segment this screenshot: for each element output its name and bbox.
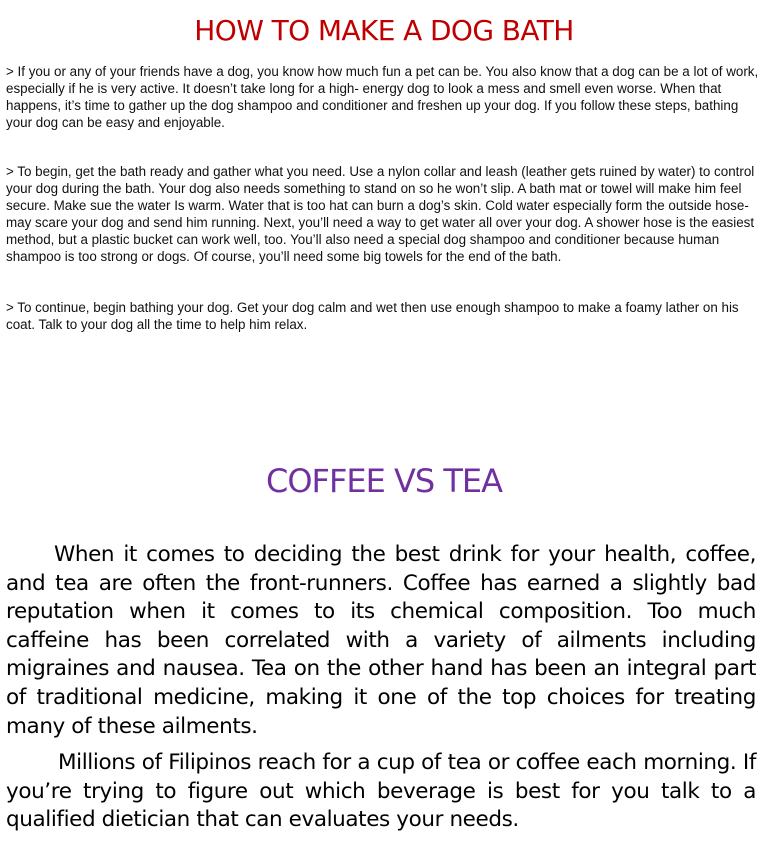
coffee-tea-paragraph-filipinos: Millions of Filipinos reach for a cup of tea or coffee each morning. If you’re trying to figure out which beverage is best for you talk to a qualified dietician that can evaluates your needs. — [6, 750, 756, 833]
dog-bath-title: HOW TO MAKE A DOG BATH — [194, 14, 574, 47]
coffee-vs-tea-title: COFFEE VS TEA — [266, 462, 502, 500]
dog-bath-paragraph-preparation: > To begin, get the bath ready and gather what you need. Use a nylon collar and leash (leather gets ruined by water) to control your dog during the bath. Your dog also needs something to stand on so he won’t slip. A bath mat or towel will make him feel secure. Make sue the water Is warm. Water that is too hat can burn a dog’s skin. Cold water especially form the outside hose-may scare your dog and send him running. Next, you’ll need a way to get water all over your dog. A shower hose is the easiest method, but a plastic bucket can work well, too. You’ll also need a special dog shampoo and conditioner because human shampoo is too strong or dogs. Of course, you’ll need some big towels for the end of the bath. — [6, 164, 755, 265]
dog-bath-paragraph-bathing: > To continue, begin bathing your dog. Get your dog calm and wet then use enough shampoo to make a foamy lather on his coat. Talk to your dog all the time to help him relax. — [6, 300, 739, 333]
dog-bath-paragraph-intro: > If you or any of your friends have a dog, you know how much fun a pet can be. You also know that a dog can be a lot of work, especially if he is very active. It doesn’t take long for a high- energy dog to look a mess and smell even worse. When that happens, it’s time to gather up the dog shampoo and conditioner and freshen up your dog. If you follow these steps, bathing your dog can be easy and enjoyable. — [6, 64, 759, 131]
coffee-tea-paragraph-health: When it comes to deciding the best drink for your health, coffee, and tea are often the front-runners. Coffee has earned a slightly bad reputation when it comes to its chemical composition. Too much caffeine has been correlated with a variety of ailments including migraines and nausea. Tea on the other hand has been an integral part of traditional medicine, making it one of the top choices for treating many of these ailments. — [6, 542, 756, 739]
